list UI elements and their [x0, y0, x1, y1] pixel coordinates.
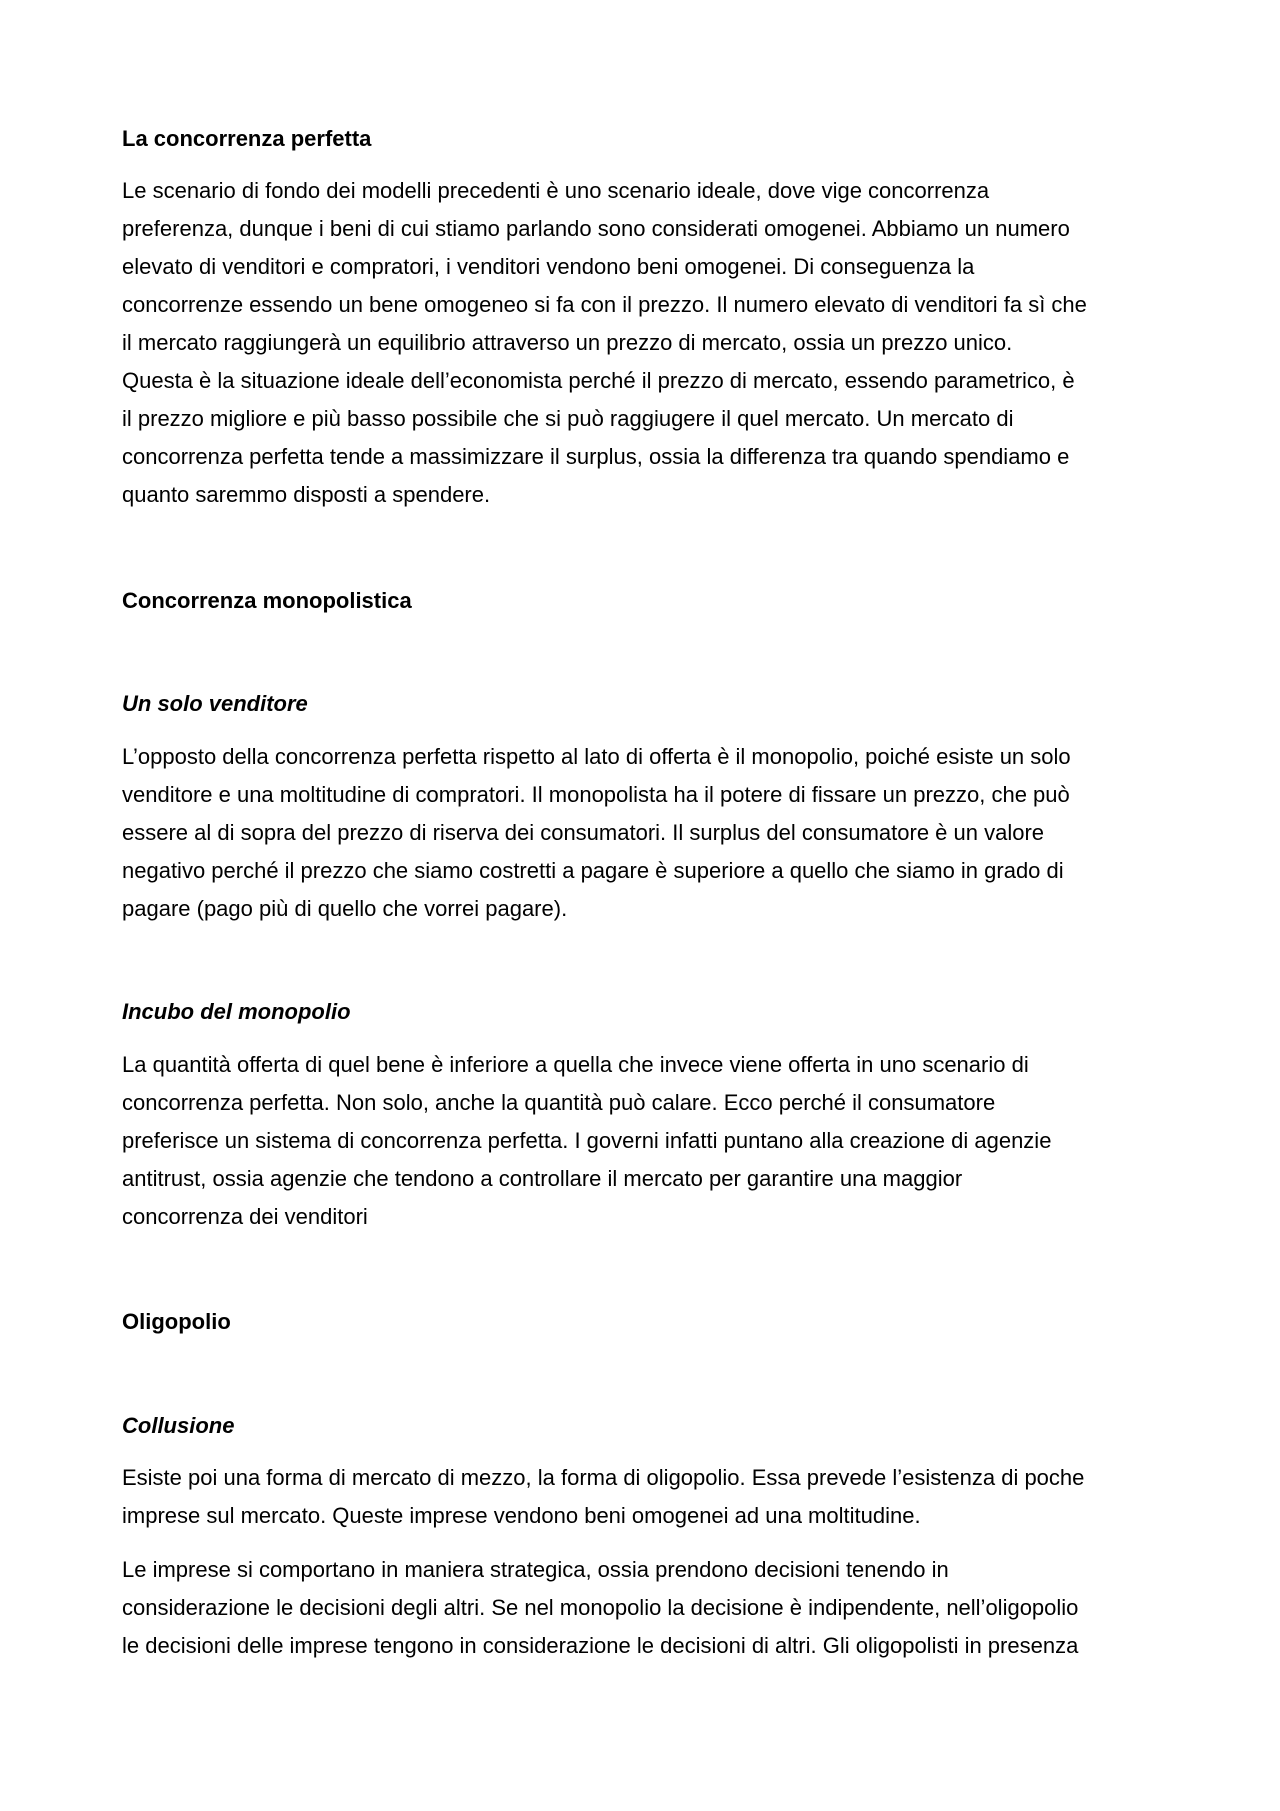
text-line: il mercato raggiungerà un equilibrio attraverso un prezzo di mercato, ossia un prezzo unico.	[122, 330, 1013, 355]
text-line: Le imprese si comportano in maniera strategica, ossia prendono decisioni tenendo in	[122, 1557, 949, 1582]
text-line: concorrenza dei venditori	[122, 1204, 368, 1229]
text-line: preferisce un sistema di concorrenza perfetta. I governi infatti puntano alla creazione di agenzie	[122, 1128, 1052, 1153]
paragraph-un-solo-venditore	[122, 738, 1172, 928]
text-line: Le scenario di fondo dei modelli precedenti è uno scenario ideale, dove vige concorrenza	[122, 178, 990, 203]
text-line: venditore e una moltitudine di compratori. Il monopolista ha il potere di fissare un prezzo, che può	[122, 782, 1070, 807]
paragraph-incubo-del-monopolio	[122, 1046, 1172, 1236]
text-line: L’opposto della concorrenza perfetta rispetto al lato di offerta è il monopolio, poiché esiste un solo	[122, 744, 1071, 769]
section-heading-concorrenza-monopolistica: Concorrenza monopolistica	[122, 588, 412, 613]
text-line: Questa è la situazione ideale dell’economista perché il prezzo di mercato, essendo parametrico, è	[122, 368, 1075, 393]
text-line: elevato di venditori e compratori, i venditori vendono beni omogenei. Di conseguenza la	[122, 254, 975, 279]
text-line: concorrenza perfetta. Non solo, anche la quantità può calare. Ecco perché il consumatore	[122, 1090, 996, 1115]
text-line: preferenza, dunque i beni di cui stiamo parlando sono considerati omogenei. Abbiamo un numero	[122, 216, 1070, 241]
text-line: antitrust, ossia agenzie che tendono a controllare il mercato per garantire una maggior	[122, 1166, 963, 1191]
text-line: imprese sul mercato. Queste imprese vendono beni omogenei ad una moltitudine.	[122, 1503, 921, 1528]
text-line: Esiste poi una forma di mercato di mezzo, la forma di oligopolio. Essa prevede l’esistenza di poche	[122, 1465, 1085, 1490]
subheading-incubo-del-monopolio: Incubo del monopolio	[122, 999, 351, 1024]
text-line: pagare (pago più di quello che vorrei pagare).	[122, 896, 568, 921]
text-line: essere al di sopra del prezzo di riserva dei consumatori. Il surplus del consumatore è un valore	[122, 820, 1045, 845]
subheading-un-solo-venditore: Un solo venditore	[122, 691, 308, 716]
text-line: considerazione le decisioni degli altri. Se nel monopolio la decisione è indipendente, nell’oligopolio	[122, 1595, 1079, 1620]
text-line: concorrenza perfetta tende a massimizzare il surplus, ossia la differenza tra quando spendiamo e	[122, 444, 1070, 469]
paragraph-collusione-2	[122, 1551, 1172, 1665]
text-line: concorrenze essendo un bene omogeneo si fa con il prezzo. Il numero elevato di venditori fa sì che	[122, 292, 1087, 317]
paragraph-concorrenza-perfetta	[122, 172, 1172, 514]
section-heading-oligopolio: Oligopolio	[122, 1309, 231, 1334]
section-heading-concorrenza-perfetta: La concorrenza perfetta	[122, 126, 372, 151]
subheading-collusione: Collusione	[122, 1413, 235, 1438]
text-line: il prezzo migliore e più basso possibile che si può raggiugere il quel mercato. Un mercato di	[122, 406, 1014, 431]
text-line: quanto saremmo disposti a spendere.	[122, 482, 491, 507]
paragraph-collusione-1	[122, 1459, 1172, 1535]
text-line: La quantità offerta di quel bene è inferiore a quella che invece viene offerta in uno scenario di	[122, 1052, 1029, 1077]
text-line: le decisioni delle imprese tengono in considerazione le decisioni di altri. Gli oligopolisti in presenza	[122, 1633, 1079, 1658]
text-line: negativo perché il prezzo che siamo costretti a pagare è superiore a quello che siamo in grado di	[122, 858, 1064, 883]
